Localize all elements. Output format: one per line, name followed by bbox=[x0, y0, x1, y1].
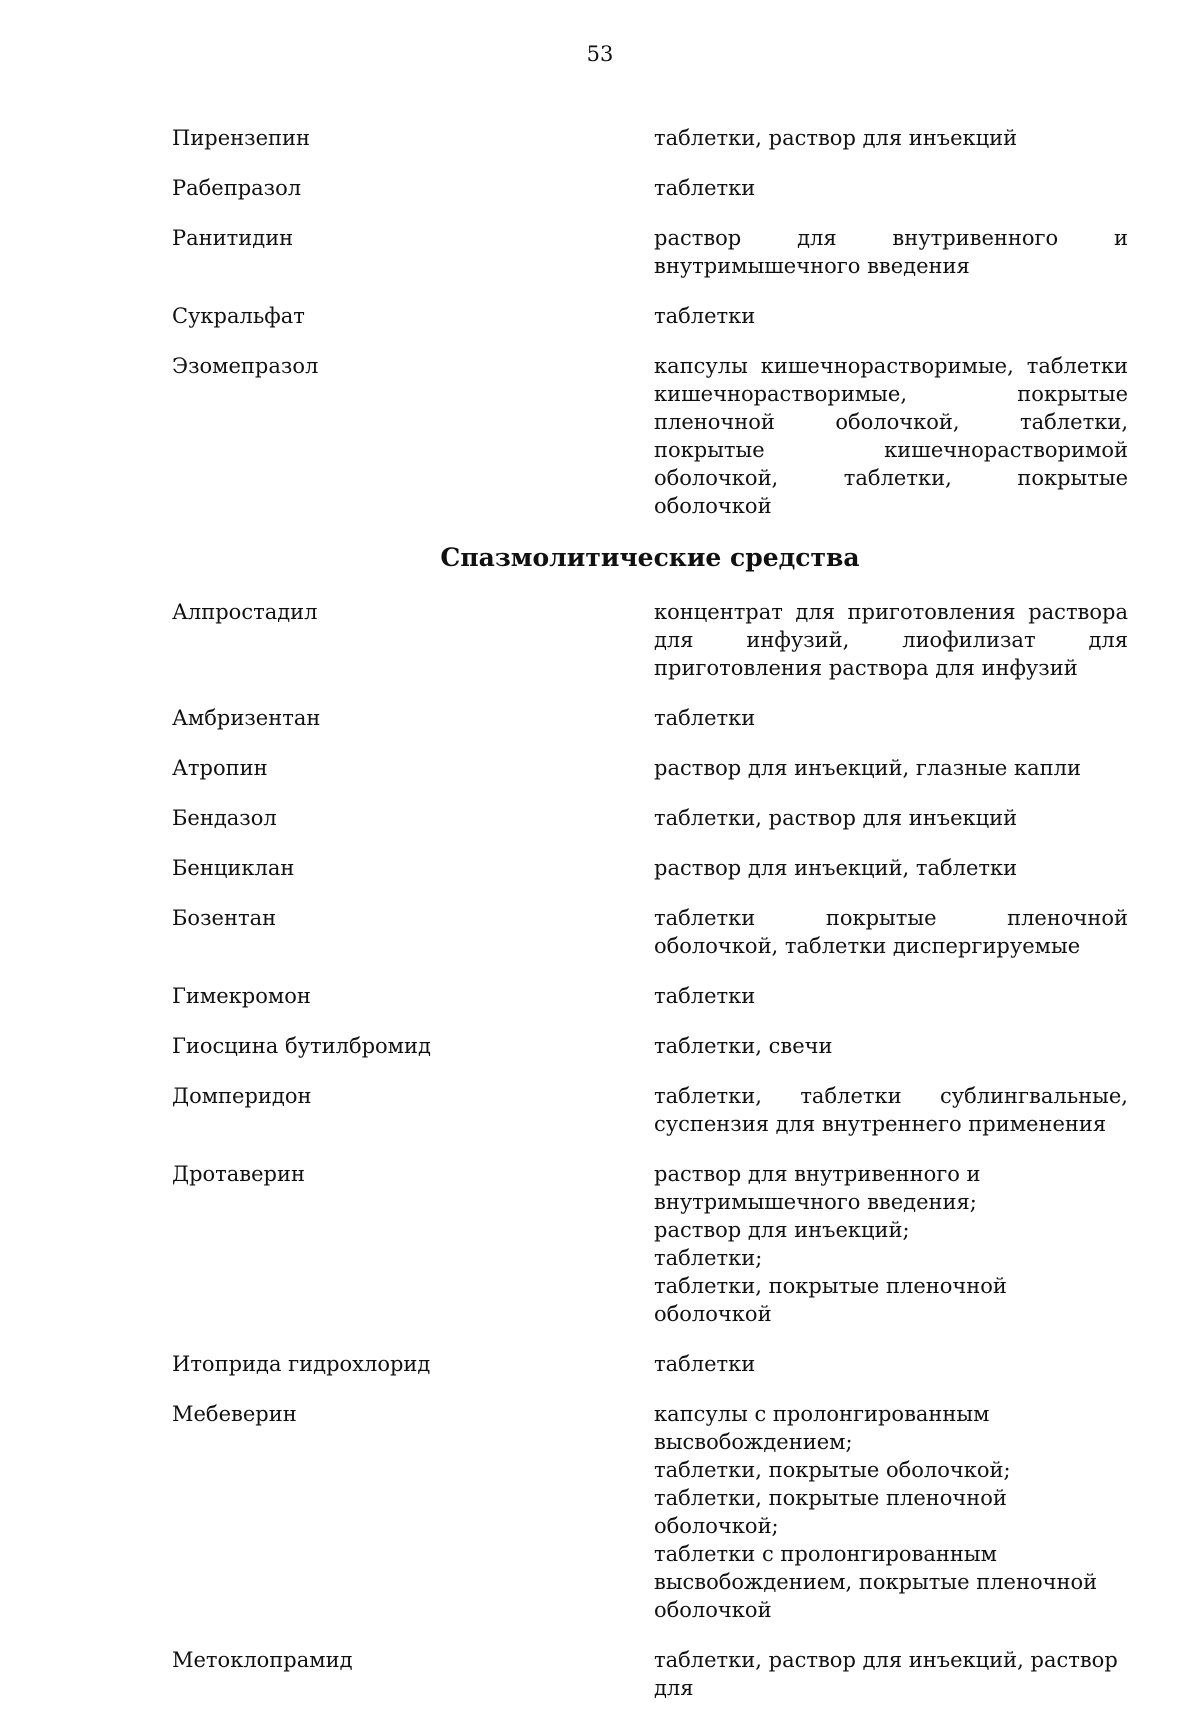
drug-row bbox=[172, 804, 1128, 832]
dosage-form-line: таблетки bbox=[654, 984, 756, 1008]
dosage-forms bbox=[654, 124, 1128, 152]
dosage-forms bbox=[654, 1646, 1128, 1702]
dosage-form-line: таблетки bbox=[654, 1352, 756, 1376]
drug-name: Эзомепразол bbox=[172, 354, 319, 378]
drug-row bbox=[172, 982, 1128, 1010]
dosage-form-line: высвобождением, покрытые пленочной bbox=[654, 1570, 1098, 1594]
drug-row bbox=[172, 854, 1128, 882]
drug-name: Бендазол bbox=[172, 806, 277, 830]
dosage-form-line: таблетки bbox=[654, 706, 756, 730]
drug-name: Алпростадил bbox=[172, 600, 318, 624]
drug-row bbox=[172, 704, 1128, 732]
dosage-forms bbox=[654, 1350, 1128, 1378]
drug-list bbox=[172, 124, 1128, 1724]
dosage-form-line: оболочкой bbox=[654, 1598, 772, 1622]
dosage-form-line: таблетки, покрытые пленочной оболочкой bbox=[654, 1274, 1007, 1326]
drug-name: Ранитидин bbox=[172, 226, 294, 250]
dosage-forms bbox=[654, 1160, 1128, 1328]
dosage-form-line: высвобождением; bbox=[654, 1430, 853, 1454]
dosage-form-line: таблетки, раствор для инъекций bbox=[654, 126, 1018, 150]
drug-row bbox=[172, 174, 1128, 202]
drug-row bbox=[172, 124, 1128, 152]
dosage-forms bbox=[654, 1032, 1128, 1060]
drug-name: Гиосцина бутилбромид bbox=[172, 1034, 431, 1058]
drug-name: Итоприда гидрохлорид bbox=[172, 1352, 431, 1376]
drug-row bbox=[172, 352, 1128, 520]
dosage-form-line: таблетки, раствор для инъекций, раствор для bbox=[654, 1648, 1118, 1700]
dosage-form-line: раствор для внутривенного и bbox=[654, 1162, 981, 1186]
drug-name: Метоклопрамид bbox=[172, 1648, 353, 1672]
drug-row bbox=[172, 1160, 1128, 1328]
dosage-forms: таблетки, таблетки сублингвальные, суспензия для внутреннего применения bbox=[654, 1084, 1128, 1136]
drug-name: Бозентан bbox=[172, 906, 277, 930]
drug-row bbox=[172, 1350, 1128, 1378]
drug-name: Рабепразол bbox=[172, 176, 302, 200]
dosage-forms bbox=[654, 754, 1128, 782]
dosage-forms bbox=[654, 302, 1128, 330]
section-title: Спазмолитические средства bbox=[440, 543, 860, 572]
dosage-form-line: таблетки, раствор для инъекций bbox=[654, 806, 1018, 830]
dosage-forms: концентрат для приготовления раствора для инфузий, лиофилизат для приготовления раствора для инфузий bbox=[654, 600, 1128, 680]
drug-row bbox=[172, 1400, 1128, 1624]
dosage-forms bbox=[654, 854, 1128, 882]
drug-row bbox=[172, 1646, 1128, 1702]
drug-name: Бенциклан bbox=[172, 856, 295, 880]
page-number: 53 bbox=[586, 42, 614, 66]
drug-name: Мебеверин bbox=[172, 1402, 297, 1426]
drug-name: Атропин bbox=[172, 756, 268, 780]
dosage-form-line: таблетки bbox=[654, 176, 756, 200]
dosage-form-line: раствор для инъекций, таблетки bbox=[654, 856, 1018, 880]
drug-row bbox=[172, 1082, 1128, 1138]
dosage-form-line: таблетки, покрытые пленочной оболочкой; bbox=[654, 1486, 1007, 1538]
drug-table-top bbox=[172, 124, 1128, 520]
dosage-forms: раствор для внутривенного и внутримышечного введения bbox=[654, 226, 1128, 278]
dosage-forms bbox=[654, 704, 1128, 732]
drug-row bbox=[172, 224, 1128, 280]
drug-row bbox=[172, 1032, 1128, 1060]
dosage-form-line: раствор для инъекций; bbox=[654, 1218, 910, 1242]
dosage-forms: таблетки покрытые пленочной оболочкой, таблетки диспергируемые bbox=[654, 906, 1128, 958]
drug-name: Сукральфат bbox=[172, 304, 305, 328]
drug-name: Пирензепин bbox=[172, 126, 311, 150]
drug-name: Амбризентан bbox=[172, 706, 321, 730]
drug-name: Гимекромон bbox=[172, 984, 311, 1008]
drug-table-bottom bbox=[172, 598, 1128, 1702]
dosage-form-line: таблетки; bbox=[654, 1246, 763, 1270]
dosage-form-line: таблетки, свечи bbox=[654, 1034, 833, 1058]
drug-row bbox=[172, 754, 1128, 782]
drug-row bbox=[172, 598, 1128, 682]
dosage-form-line: таблетки с пролонгированным bbox=[654, 1542, 997, 1566]
drug-row bbox=[172, 904, 1128, 960]
dosage-form-line: таблетки, покрытые оболочкой; bbox=[654, 1458, 1011, 1482]
dosage-forms bbox=[654, 804, 1128, 832]
dosage-forms bbox=[654, 174, 1128, 202]
dosage-form-line: внутримышечного введения; bbox=[654, 1190, 977, 1214]
dosage-form-line: раствор для инъекций, глазные капли bbox=[654, 756, 1081, 780]
drug-name: Дротаверин bbox=[172, 1162, 305, 1186]
dosage-forms bbox=[654, 1400, 1128, 1624]
dosage-forms: капсулы кишечнорастворимые, таблетки кишечнорастворимые, покрытые пленочной оболочкой, таблетки, покрытые кишечнорастворимой оболочкой, таблетки, покрытые оболочкой bbox=[654, 354, 1128, 518]
drug-row bbox=[172, 302, 1128, 330]
dosage-form-line: таблетки bbox=[654, 304, 756, 328]
dosage-form-line: капсулы с пролонгированным bbox=[654, 1402, 990, 1426]
dosage-forms bbox=[654, 982, 1128, 1010]
drug-name: Домперидон bbox=[172, 1084, 312, 1108]
